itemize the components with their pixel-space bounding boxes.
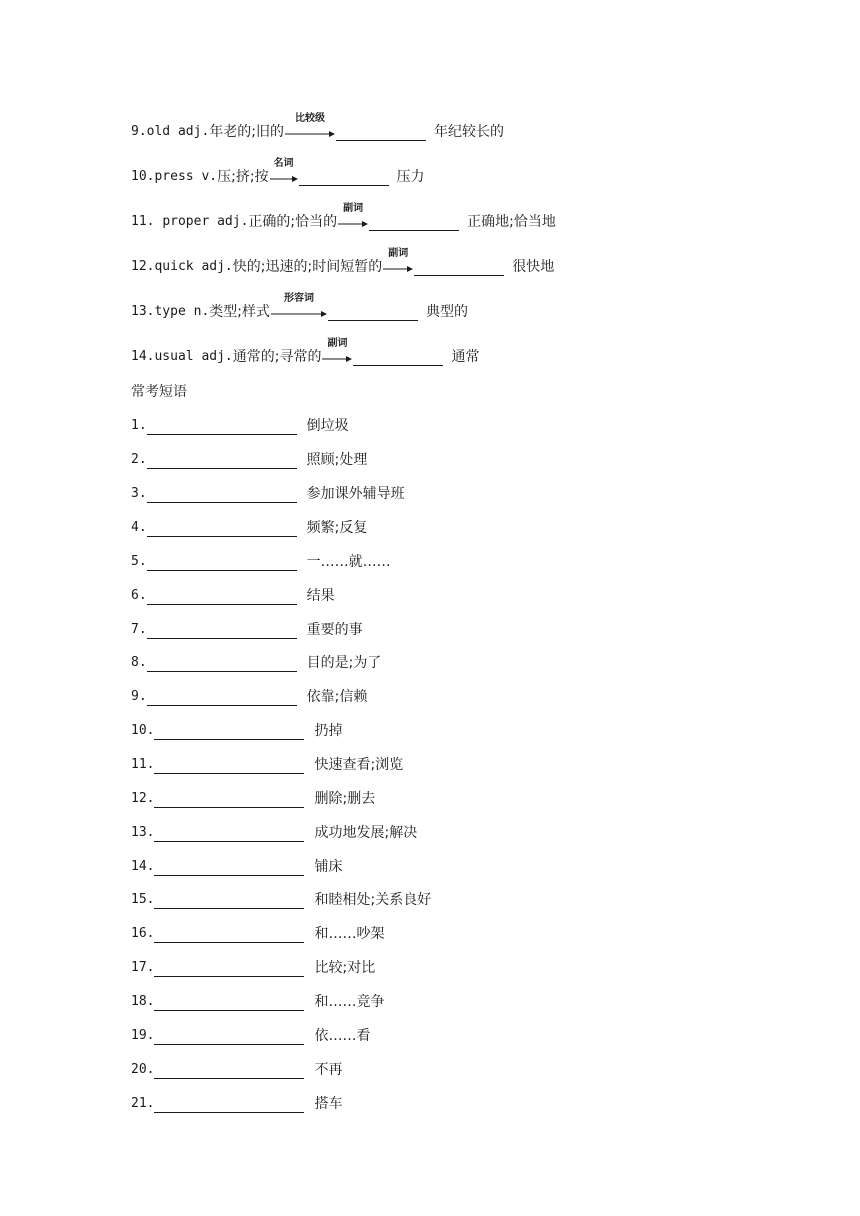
phrase-meaning: 和睦相处;关系良好 [314,892,432,908]
answer-blank[interactable] [414,261,504,276]
phrase-blank[interactable] [154,962,304,977]
item-target: 典型的 [426,304,468,320]
item-target: 年纪较长的 [434,124,504,140]
word-item-10 [131,158,425,186]
phrase-meaning: 和……吵架 [314,926,385,942]
phrase-meaning: 比较;对比 [314,960,376,976]
item-number: 10. [131,169,155,184]
item-number: 13. [131,304,155,319]
item-number: 12. [131,259,155,274]
phrase-blank[interactable] [154,759,304,774]
right-arrow-icon [338,221,368,227]
derivation-arrow [270,158,298,186]
phrase-item [131,991,384,1011]
phrase-meaning: 快速查看;浏览 [314,757,404,773]
item-target: 正确地;恰当地 [467,214,556,230]
phrase-blank[interactable] [154,1098,304,1113]
phrase-blank[interactable] [154,725,304,740]
phrase-blank[interactable] [154,793,304,808]
phrase-item [131,1059,342,1079]
phrase-number: 14. [131,859,155,874]
item-meaning: 类型;样式 [209,304,270,320]
phrase-blank[interactable] [147,522,297,537]
phrase-item [131,856,342,876]
phrase-meaning: 倒垃圾 [306,418,349,434]
item-word: type n. [154,304,210,319]
phrase-number: 5. [131,554,147,569]
phrase-meaning: 铺床 [314,859,343,875]
right-arrow-icon [271,311,327,317]
phrase-number: 13. [131,825,155,840]
phrase-item [131,551,391,571]
phrase-item [131,754,403,774]
derivation-arrow [338,203,368,231]
item-number: 14. [131,349,155,364]
phrase-number: 2. [131,452,147,467]
phrase-meaning: 一……就…… [306,554,391,570]
answer-blank[interactable] [336,126,426,141]
phrase-item [131,652,381,672]
phrase-number: 9. [131,689,147,704]
right-arrow-icon [285,131,335,137]
phrase-number: 6. [131,588,147,603]
phrase-blank[interactable] [147,454,297,469]
item-number: 11. [131,214,163,229]
phrase-number: 20. [131,1062,155,1077]
phrase-number: 8. [131,655,147,670]
phrase-item [131,619,363,639]
right-arrow-icon [383,266,413,272]
arrow-label: 形容词 [284,293,314,304]
phrase-item [131,686,367,706]
derivation-arrow [322,338,352,366]
phrase-blank[interactable] [154,1030,304,1045]
phrase-item [131,449,367,469]
word-item-14 [131,338,480,366]
phrase-meaning: 频繁;反复 [306,520,368,536]
item-number: 9. [131,124,147,139]
phrase-number: 11. [131,757,155,772]
item-word: press v. [154,169,218,184]
phrase-blank[interactable] [147,590,297,605]
item-meaning: 正确的;恰当的 [248,214,338,230]
arrow-label: 比较级 [295,113,325,124]
phrase-number: 1. [131,418,147,433]
phrase-blank[interactable] [154,996,304,1011]
phrase-blank[interactable] [154,928,304,943]
phrase-item [131,415,349,435]
phrase-meaning: 依靠;信赖 [306,689,368,705]
phrase-blank[interactable] [147,556,297,571]
answer-blank[interactable] [328,306,418,321]
phrase-item [131,585,335,605]
phrase-number: 16. [131,926,155,941]
phrase-item [131,720,342,740]
word-item-12 [131,248,555,276]
phrase-item [131,923,384,943]
right-arrow-icon [322,356,352,362]
arrow-label: 名词 [273,158,294,169]
phrase-number: 7. [131,622,147,637]
phrase-number: 15. [131,892,155,907]
phrase-number: 12. [131,791,155,806]
phrase-meaning: 搭车 [314,1096,343,1112]
phrase-item [131,822,417,842]
item-target: 通常 [451,349,480,365]
phrase-blank[interactable] [154,1064,304,1079]
phrase-meaning: 不再 [314,1062,343,1078]
item-meaning: 年老的;旧的 [209,124,284,140]
phrase-blank[interactable] [147,657,297,672]
word-item-11 [131,203,556,231]
phrase-item [131,1093,342,1113]
phrase-number: 19. [131,1028,155,1043]
word-item-9 [131,113,504,141]
item-word: usual adj. [154,349,233,364]
phrase-blank[interactable] [147,420,297,435]
section-title: 常考短语 [131,384,187,400]
item-word: old adj. [146,124,210,139]
phrase-number: 10. [131,723,155,738]
phrase-number: 18. [131,994,155,1009]
phrase-item [131,788,375,808]
arrow-label: 副词 [388,248,409,259]
phrase-blank[interactable] [147,624,297,639]
phrase-meaning: 照顾;处理 [306,452,368,468]
phrase-meaning: 扔掉 [314,723,343,739]
phrase-number: 21. [131,1096,155,1111]
phrase-meaning: 结果 [306,588,335,604]
phrase-blank[interactable] [154,861,304,876]
arrow-label: 副词 [343,203,364,214]
phrase-item [131,483,405,503]
derivation-arrow [383,248,413,276]
arrow-label: 副词 [327,338,348,349]
derivation-arrow [285,113,335,141]
phrase-meaning: 参加课外辅导班 [306,486,405,502]
phrase-blank[interactable] [154,827,304,842]
item-target: 很快地 [512,259,555,275]
phrase-meaning: 和……竞争 [314,994,385,1010]
answer-blank[interactable] [353,351,443,366]
answer-blank[interactable] [299,171,389,186]
right-arrow-icon [270,176,298,182]
phrase-blank[interactable] [147,691,297,706]
phrase-item [131,517,367,537]
item-meaning: 压;挤;按 [217,169,269,185]
item-target: 压力 [396,169,425,185]
phrase-item [131,957,375,977]
answer-blank[interactable] [369,216,459,231]
phrase-meaning: 重要的事 [306,622,363,638]
phrase-meaning: 目的是;为了 [306,655,382,671]
phrase-meaning: 成功地发展;解决 [314,825,418,841]
phrase-number: 17. [131,960,155,975]
phrase-item [131,1025,370,1045]
phrase-meaning: 依……看 [314,1028,371,1044]
item-meaning: 通常的;寻常的 [232,349,322,365]
item-word: proper adj. [162,214,249,229]
item-word: quick adj. [154,259,233,274]
phrase-number: 3. [131,486,147,501]
phrase-item [131,889,431,909]
phrase-blank[interactable] [154,894,304,909]
word-item-13 [131,293,468,321]
derivation-arrow [271,293,327,321]
phrase-number: 4. [131,520,147,535]
item-meaning: 快的;迅速的;时间短暂的 [232,259,383,275]
phrase-blank[interactable] [147,488,297,503]
phrase-meaning: 删除;删去 [314,791,376,807]
